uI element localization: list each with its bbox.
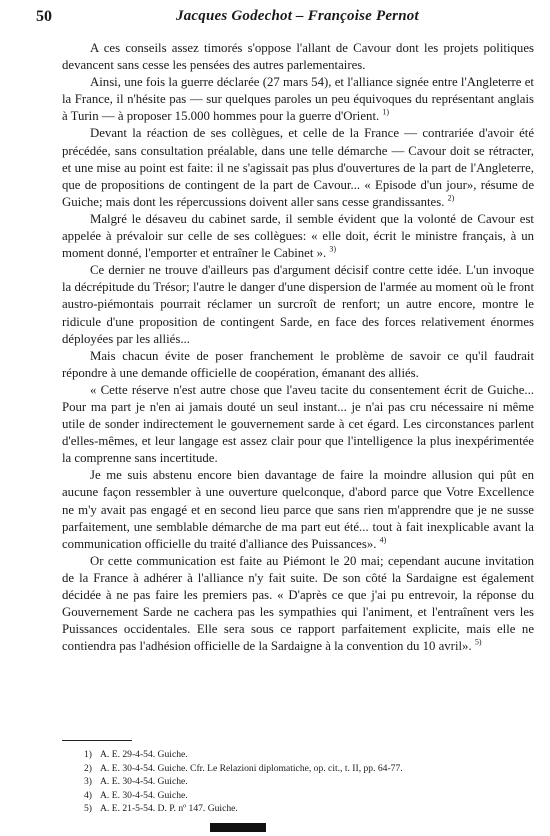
footnote: 1) A. E. 29-4-54. Guiche. xyxy=(84,749,188,760)
paragraph: Devant la réaction de ses collègues, et celle de la France — contrariée d'avoir été précédée, sans consultation préalable, dans une telle démarche — Cavour doit se rétracter, et une mise au point est faite: il ne s'agissait pas plus d'ouvertures de la part de l'Angleterre, que de propositions de contingent de la part de Cavour... « Episode d'un jour», résume de Guiche; mais dont les répercussions doivent aller sans cesse grandissantes. $^{2)}$ xyxy=(62,126,534,209)
paragraph: Ce dernier ne trouve d'ailleurs pas d'argument décisif contre cette idée. L'un invoque la décrépitude du Trésor; l'autre le danger d'une dispersion de l'armée au moment où le front austro-piémontais pourrait réclamer un surcroît de renfort; un autre encore, montre le ridicule d'une proposition de contingent Sarde, en face des forces relativement énormes déployées par les alliés... xyxy=(62,263,534,346)
footnote-ref: 5) xyxy=(474,638,482,648)
body-text xyxy=(62,40,534,655)
footnote: 4) A. E. 30-4-54. Guiche. xyxy=(84,789,188,801)
footnotes xyxy=(84,748,524,816)
quote-paragraph: Je me suis abstenu encore bien davantage de faire la moindre allusion qui pût en aucune façon ressembler à une ouverture quelconque, d'abord parce que Votre Excellence ne m'y avait pas engagé et en second lieu parce que sans rien m'apprendre que je ne susse parfaitement, une semblable démarche de ma part eut été... tout à fait inexplicable avant la communication officielle du traité d'alliance des Puissances». $^{4)}$ xyxy=(62,468,534,551)
footnote-ref: 3) xyxy=(329,244,337,254)
page-header xyxy=(0,6,550,26)
redaction-mark xyxy=(210,818,266,836)
footnote-ref: 1) xyxy=(382,108,390,118)
paragraph: A ces conseils assez timorés s'oppose l'allant de Cavour dont les projets politiques devancent sans cesse les pensées des autres parlementaires. xyxy=(62,41,534,73)
footnote-ref: 4) xyxy=(379,535,387,545)
paragraph: Or cette communication est faite au Piémont le 20 mai; cependant aucune invitation de la France à adhérer à l'alliance n'y fait suite. De son côté la Sardaigne est également décidée à ne pas faire les premiers pas. « D'après ce que j'ai pu entrevoir, la réponse du Gouvernement Sarde ne cachera pas les sympathies qui l'animent, et l'entraînent vers les Puissances occidentales. Elle sera sous ce rapport parfaitement explicite, mais elle ne contiendra pas l'adhésion officielle de la Sardaigne à la convention du 10 avril». $^{5)}$ xyxy=(62,553,534,654)
footnote: 2) A. E. 30-4-54. Guiche. Cfr. Le Relazioni diplomatiche, op. cit., t. II, pp. 64-77. xyxy=(84,762,403,774)
paragraph: Ainsi, une fois la guerre déclarée (27 mars 54), et l'alliance signée entre l'Angleterre et la France, il n'hésite pas — sur quelques paroles un peu équivoques du représentant anglais à Turin — à proposer 15.000 hommes pour la guerre d'Orient. $^{1)}$ xyxy=(62,75,534,124)
paragraph: Malgré le désaveu du cabinet sarde, il semble évident que la volonté de Cavour est appelée à prévaloir sur celle de ses collègues: « elle doit, écrit le ministre français, à un moment donné, l'emporter et entraîner le Cabinet ». $^{3)}$ xyxy=(62,211,534,261)
running-title: Jacques Godechot – Françoise Pernot xyxy=(176,8,419,24)
paragraph: Mais chacun évite de poser franchement le problème de savoir ce qu'il faudrait répondre à une demande officielle de coopération, émanant des alliés. xyxy=(62,348,534,380)
footnote-ref: 2) xyxy=(447,193,455,203)
footnote-divider xyxy=(62,740,132,741)
page-number: 50 xyxy=(36,8,52,25)
footnote: 5) A. E. 21-5-54. D. P. nº 147. Guiche. xyxy=(84,803,238,814)
quote-paragraph: « Cette réserve n'est autre chose que l'aveu tacite du consentement écrit de Guiche... Pour ma part je n'en ai jamais douté un seul instant... je n'ai pas cru nécessaire ni même utile de sonder indirectement le gouvernement sarde à cet égard. Les circonstances parlent d'elles-mêmes, et leur langage est assez clair pour que l'intelligence la plus inexpérimentée la comprenne sans incertitude. xyxy=(62,382,534,466)
redaction-block xyxy=(210,823,266,832)
footnote: 3) A. E. 30-4-54. Guiche. xyxy=(84,776,188,787)
